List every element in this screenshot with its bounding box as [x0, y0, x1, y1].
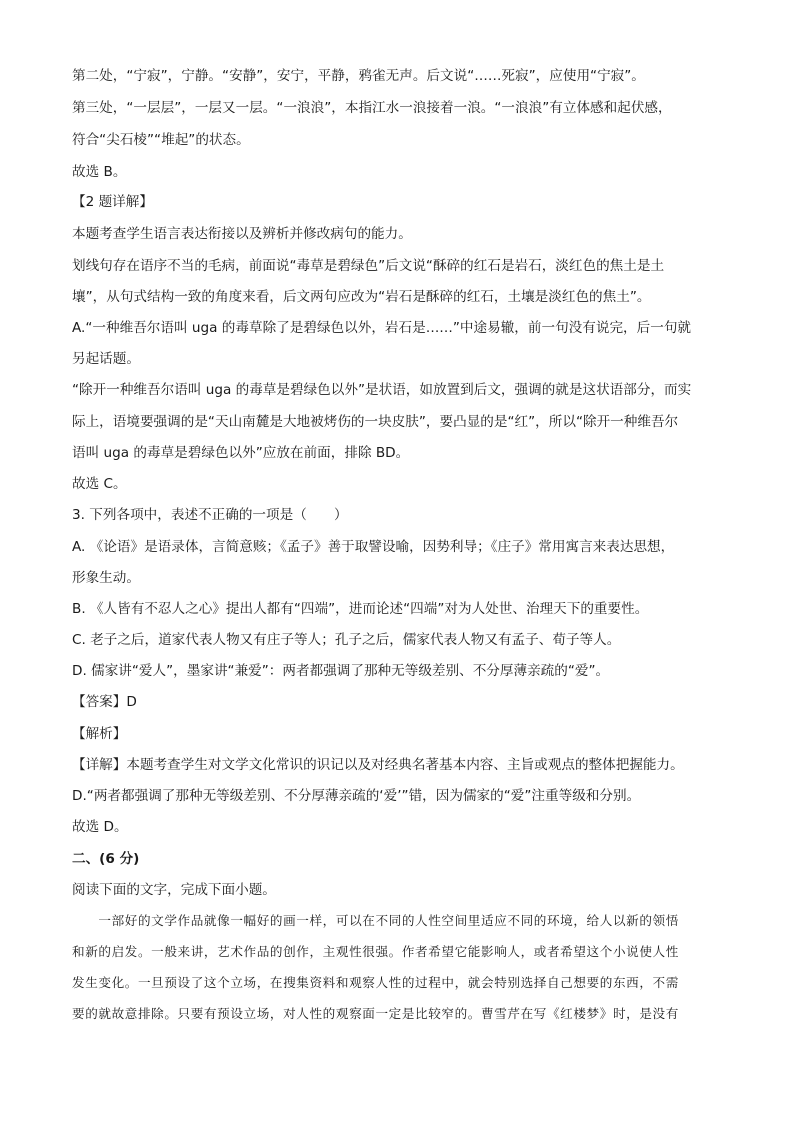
- text-line: D.“两者都强调了那种无等级差别、不分厚薄亲疏的‘爱’”错，因为儒家的“爱”注重等级和分别。: [72, 788, 641, 804]
- text-line: 际上，语境要强调的是“天山南麓是大地被烤伤的一块皮肤”，要凸显的是“红”，所以“除开一种维吾尔: [72, 414, 679, 430]
- passage-line: 和新的启发。一般来讲，艺术作品的创作，主观性很强。作者希望它能影响人，或者希望这个小说使人性: [72, 944, 679, 959]
- section-heading: 【2 题详解】: [72, 194, 153, 210]
- passage-line: 要的就故意排除。只要有预设立场，对人性的观察面一定是比较窄的。曹雪芹在写《红楼梦》时，是没有: [72, 1006, 679, 1021]
- passage-line: 一部好的文学作品就像一幅好的画一样，可以在不同的人性空间里适应不同的环境，给人以新的领悟: [72, 913, 679, 928]
- text-line: 壤”，从句式结构一致的角度来看，后文两句应改为“岩石是酥碎的红石，土壤是淡红色的焦土”。: [72, 289, 651, 305]
- text-line: 划线句存在语序不当的毛病，前面说“毒草是碧绿色”后文说“酥碎的红石是岩石，淡红色的焦土是土: [72, 258, 665, 274]
- section-title: 二、(6 分): [72, 851, 140, 867]
- text-line: 第二处，“宁寂”，宁静。“安静”，安宁，平静，鸦雀无声。后文说“……死寂”，应使用“宁寂”。: [72, 68, 645, 84]
- text-line: 第三处，“一层层”，一层又一层。“一浪浪”，本指江水一浪接着一浪。“一浪浪”有立体感和起伏感，: [72, 100, 672, 116]
- text-line: 另起话题。: [72, 351, 140, 367]
- option-a-cont: 形象生动。: [72, 570, 140, 586]
- question-stem: 3. 下列各项中，表述不正确的一项是（ ）: [72, 507, 348, 523]
- option-c: C. 老子之后，道家代表人物又有庄子等人；孔子之后，儒家代表人物又有孟子、荀子等人。: [72, 632, 621, 648]
- text-line: 符合“尖石棱”“堆起”的状态。: [72, 132, 250, 148]
- detail-explanation: 【详解】本题考查学生对文学文化常识的识记以及对经典名著基本内容、主旨或观点的整体把握能力。: [72, 757, 684, 773]
- text-line: A.“一种维吾尔语叫 uga 的毒草除了是碧绿色以外，岩石是……”中途易辙，前一句没有说完，后一句就: [72, 320, 692, 336]
- text-line: 故选 C。: [72, 476, 127, 492]
- option-a: A. 《论语》是语录体，言简意赅；《孟子》善于取譬设喻，因势利导；《庄子》常用寓言来表达思想，: [72, 539, 675, 555]
- answer-label: 【答案】D: [72, 694, 137, 710]
- passage-line: 发生变化。一旦预设了这个立场，在搜集资料和观察人性的过程中，就会特别选择自己想要的东西，不需: [72, 975, 679, 990]
- text-line: 语叫 uga 的毒草是碧绿色以外”应放在前面，排除 BD。: [72, 445, 410, 461]
- text-line: 故选 B。: [72, 164, 127, 180]
- text-line: 故选 D。: [72, 819, 128, 835]
- text-line: “除开一种维吾尔语叫 uga 的毒草是碧绿色以外”是状语，如放置到后文，强调的就是这状语部分，而实: [72, 382, 692, 398]
- option-b: B. 《人皆有不忍人之心》提出人都有“四端”，进而论述“四端”对为人处世、治理天下的重要性。: [72, 601, 649, 617]
- option-d: D. 儒家讲“爱人”，墨家讲“兼爱”：两者都强调了那种无等级差别、不分厚薄亲疏的“爱”。: [72, 663, 610, 679]
- reading-instruction: 阅读下面的文字，完成下面小题。: [72, 882, 276, 898]
- text-line: 本题考查学生语言表达衔接以及辨析并修改病句的能力。: [72, 226, 412, 242]
- analysis-label: 【解析】: [72, 726, 127, 742]
